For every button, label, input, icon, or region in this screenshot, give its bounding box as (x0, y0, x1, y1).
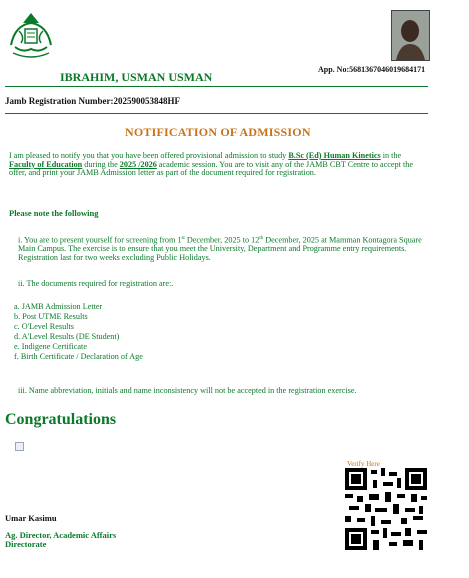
signatory-title: Ag. Director, Academic Affairs Directorate (5, 530, 117, 549)
broken-image-icon (15, 442, 24, 451)
list-item: b. Post UTME Results (14, 312, 88, 321)
documents-heading: ii. The documents required for registration are:. (18, 279, 174, 288)
divider (5, 113, 428, 114)
signatory-name: Umar Kasimu (5, 513, 57, 523)
list-item: f. Birth Certificate / Declaration of Age (14, 352, 143, 361)
faculty-name: Faculty of Education (9, 159, 83, 169)
jamb-registration-number: Jamb Registration Number:202590053848HF (5, 96, 180, 106)
page-title: NOTIFICATION OF ADMISSION (125, 125, 311, 139)
list-item: d. A'Level Results (DE Student) (14, 332, 120, 341)
divider (5, 86, 428, 87)
list-item: a. JAMB Admission Letter (14, 302, 103, 311)
documents-list (14, 302, 143, 362)
screening-notice: i. You are to present yourself for screening from 1st December, 2025 to 12th December, 2025 at Mamman Kontagora Square Main Campus. The exercise is to ensure that you meet the University, Department and Programme entry requirements. Registration last for two weeks excluding Public Holidays. (18, 235, 422, 262)
congratulations-heading: Congratulations (5, 411, 117, 428)
qr-code-icon[interactable] (345, 468, 427, 550)
programme-name: B.Sc (Ed) Human Kinetics (288, 151, 381, 160)
list-item: e. Indigene Certificate (14, 342, 87, 351)
list-item: c. O'Level Results (14, 322, 74, 331)
passport-photo (391, 10, 430, 61)
university-crest-icon (5, 9, 57, 61)
candidate-name: IBRAHIM, USMAN USMAN (60, 70, 213, 84)
name-consistency-notice: iii. Name abbreviation, initials and name inconsistency will not be accepted in the registration exercise. (18, 386, 357, 395)
verify-link[interactable]: Verify Here (347, 460, 380, 468)
application-number: App. No:5681367046019684171 (318, 65, 426, 74)
note-heading: Please note the following (9, 208, 99, 218)
session: 2025 /2026 (119, 159, 157, 169)
admission-paragraph: I am pleased to notify you that you have been offered provisional admission to study B.Sc (Ed) Human Kinetics in the Faculty of Education during the 2025 /2026 academic session. You are to visit any of the JAMB CBT Centre to accept the offer, and print your JAMB Admission letter as part of the document required for registration. (9, 151, 413, 178)
